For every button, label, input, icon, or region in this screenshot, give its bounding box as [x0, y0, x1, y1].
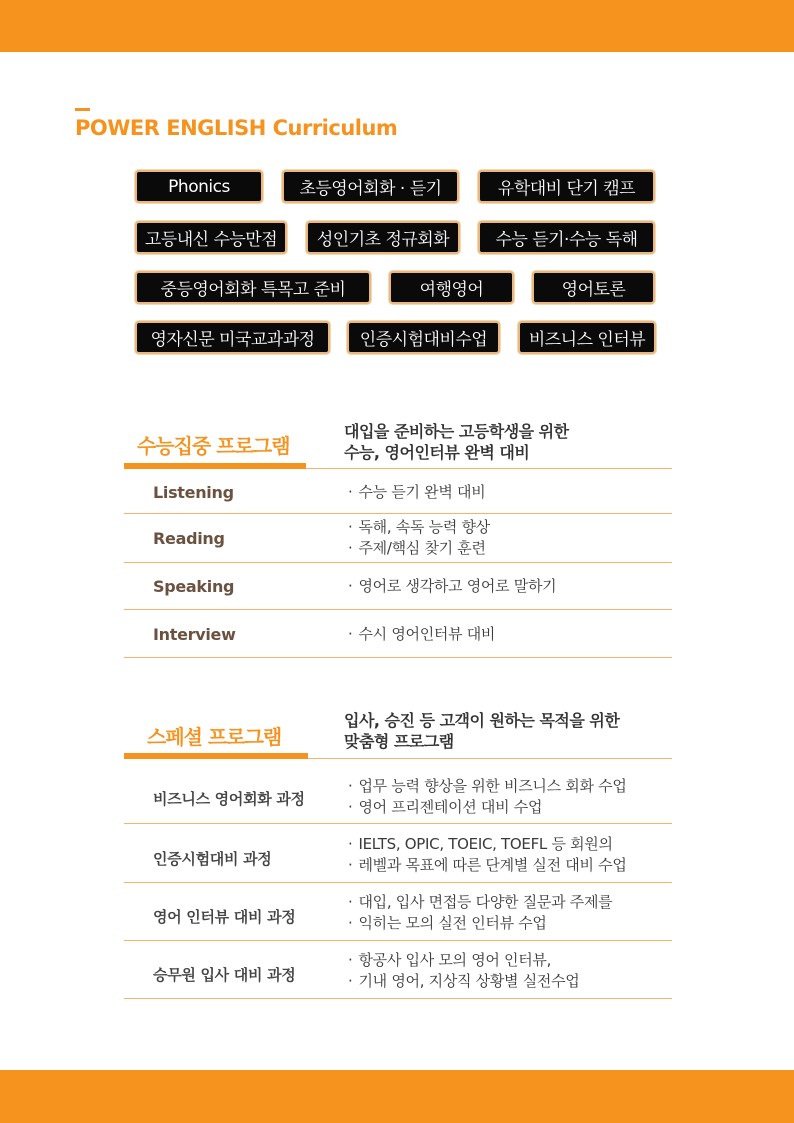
row-label-interview-prep: 영어 인터뷰 대비 과정 [153, 907, 296, 926]
chip-travel-english: 여행영어 [389, 271, 514, 304]
title-accent-dash [75, 108, 90, 111]
section2-title: 스페셜 프로그램 [147, 725, 282, 749]
chip-suneung-listening-reading: 수능 듣기·수능 독해 [478, 221, 655, 254]
row-items-flight-attendant: · 항공사 입사 모의 영어 인터뷰, · 기내 영어, 지상직 상황별 실전수업 [348, 951, 580, 990]
top-orange-band [0, 0, 794, 52]
chip-newspaper-us-curriculum: 영자신문 미국교과과정 [135, 321, 330, 354]
bottom-orange-band [0, 1070, 794, 1123]
row-divider [124, 823, 672, 824]
chip-middle-school-prep: 중등영어회화 특목고 준비 [135, 271, 371, 304]
row-divider [124, 998, 672, 999]
row-divider [124, 657, 672, 658]
page-title: POWER ENGLISH Curriculum [75, 116, 398, 140]
section2-description: 입사, 승진 등 고객이 원하는 목적을 위한 맞춤형 프로그램 [344, 711, 620, 751]
row-items-speaking: · 영어로 생각하고 영어로 말하기 [348, 577, 557, 595]
row-divider [124, 940, 672, 941]
row-items-business: · 업무 능력 향상을 위한 비즈니스 회화 수업 · 영어 프리젠테이션 대비 수업 [348, 777, 627, 816]
chip-debate: 영어토론 [532, 271, 655, 304]
row-items-interview-prep: · 대입, 입사 면접등 다양한 질문과 주제를 · 익히는 모의 실전 인터뷰 수업 [348, 893, 613, 932]
section1-header-rule [306, 468, 672, 469]
row-items-interview: · 수시 영어인터뷰 대비 [348, 624, 496, 643]
section2-title-underline [124, 753, 308, 759]
row-items-certification: · IELTS, OPIC, TOEIC, TOEFL 등 회원의 · 레벨과 목표에 따른 단계별 실전 대비 수업 [348, 835, 627, 874]
chip-adult-basic: 성인기초 정규회화 [306, 221, 460, 254]
chip-certification-prep: 인증시험대비수업 [347, 321, 500, 354]
row-label-business: 비즈니스 영어회화 과정 [153, 789, 305, 808]
chip-business-interview: 비즈니스 인터뷰 [518, 321, 656, 354]
row-label-speaking: Speaking [153, 577, 235, 596]
row-items-listening: · 수능 듣기 완벽 대비 [348, 482, 486, 501]
row-label-reading: Reading [153, 528, 225, 548]
chip-phonics: Phonics [135, 170, 263, 203]
section2-header-rule [308, 758, 672, 759]
chip-study-abroad-camp: 유학대비 단기 캠프 [478, 170, 655, 203]
row-label-interview: Interview [153, 624, 236, 644]
row-label-certification: 인증시험대비 과정 [153, 849, 272, 868]
section1-description: 대입을 준비하는 고등학생을 위한 수능, 영어인터뷰 완벽 대비 [344, 422, 569, 462]
chip-high-school-exam: 고등내신 수능만점 [135, 221, 287, 254]
row-items-reading: · 독해, 속독 능력 향상 · 주제/핵심 찾기 훈련 [348, 518, 490, 557]
row-label-flight-attendant: 승무원 입사 대비 과정 [153, 965, 296, 984]
section1-title-underline [124, 463, 306, 469]
row-label-listening: Listening [153, 482, 234, 502]
row-divider [124, 882, 672, 883]
chip-elementary-conversation: 초등영어회화 · 듣기 [282, 170, 459, 203]
section1-title: 수능집중 프로그램 [137, 434, 290, 458]
